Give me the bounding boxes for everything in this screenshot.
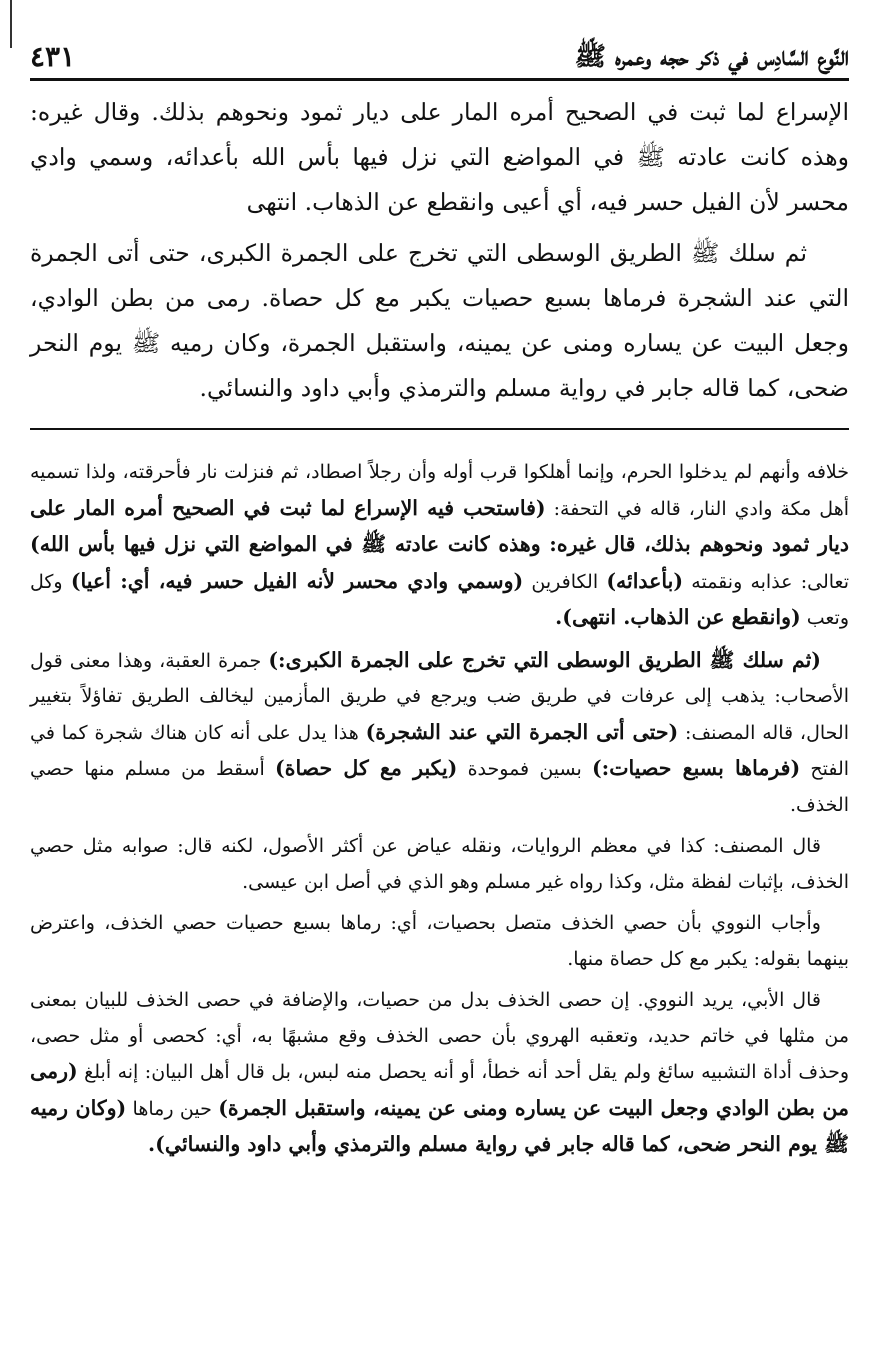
quoted-text: (يكبر مع كل حصاة) <box>275 756 458 780</box>
commentary-text: هذا يدل على أنه كان هناك شجرة كما في الفتح <box>30 721 850 780</box>
commentary-paragraph-4: وأجاب النووي بأن حصي الخذف متصل بحصيات، أي: رماها بسبع حصيات حصي الخذف، واعترض بينهما بقوله: يكبر مع كل حصاة منها. <box>30 912 849 970</box>
quoted-text: (فرماها بسبع حصيات:) <box>591 756 801 780</box>
commentary-paragraph-5 <box>30 983 849 1164</box>
footnote-divider <box>30 428 849 430</box>
commentary-text: جمرة العقبة، وهذا معنى قول الأصحاب: يذهب إلى عرفات في طريق ضب ويرجع في طريق المأزمين ليخالف الطريق تفاؤلاً بتغيير الحال، قاله المصنف: <box>30 649 849 744</box>
commentary-text: خلافه وأنهم لم يدخلوا الحرم، وإنما أهلكوا قرب أوله وأن رجلاً اصطاد، ثم فنزلت نار فأحرقته، ولذا تسميه أهل مكة وادي النار، قاله في التحفة: <box>30 461 849 520</box>
chapter-title: النَّوع السَّادِس في ذكر حجه وعمره ﷺ <box>574 42 849 72</box>
commentary-text: قال الأبي، يريد النووي. إن حصى الخذف بدل من حصيات، والإضافة في حصى الخذف للبيان بمعنى من مثلها في خاتم حديد، وتعقبه الهروي بأن حصى الخذف وقع مشبهًا به، أي: كحصى أو مثل حصى، وحذف أداة التشبيه سائغ ولم يقل أحد أنه خطأ، أو أنه يحصل منه لبس، بل قال أهل البيان: إنه أبلغ <box>30 989 849 1083</box>
main-text <box>30 90 849 417</box>
page-number: ٤٣١ <box>30 40 76 73</box>
quoted-text: (رمى من بطن الوادي وجعل البيت عن يساره ومنى عن يمينه، واستقبل الجمرة) <box>30 1059 849 1120</box>
running-header <box>30 26 849 81</box>
margin-rule <box>10 0 12 48</box>
commentary-text: وكل وتعب <box>30 570 849 629</box>
quoted-text: (وكان رميه ﷺ يوم النحر ضحى، كما قاله جابر في رواية مسلم والترمذي وأبي داود والنسائي). <box>30 1095 849 1156</box>
commentary-text: أسقط من مسلم منها حصي الخذف. <box>30 758 849 816</box>
commentary-text: الكافرين <box>523 570 607 593</box>
commentary-text: بسين فموحدة <box>457 758 592 780</box>
quoted-text: (وانقطع عن الذهاب. انتهى). <box>555 605 801 629</box>
main-paragraph-1: الإسراع لما ثبت في الصحيح أمره المار على ديار ثمود ونحوهم بذلك. وقال غيره: وهذه كانت عادته ﷺ في المواضع التي نزل فيها بأس الله بأعدائه، وسمي وادي محسر لأن الفيل حسر فيه، أي أعيى وانقطع عن الذهاب. انتهى <box>30 98 849 216</box>
main-paragraph-2: ثم سلك ﷺ الطريق الوسطى التي تخرج على الجمرة الكبرى، حتى أتى الجمرة التي عند الشجرة فرماها بسبع حصيات يكبر مع كل حصاة. رمى من بطن الوادي، وجعل البيت عن يساره ومنى عن يمينه، واستقبل الجمرة، وكان رميه ﷺ يوم النحر ضحى، كما قاله جابر في رواية مسلم والترمذي وأبي داود والنسائي. <box>30 239 849 402</box>
quoted-text: (بأعدائه) <box>606 568 684 593</box>
commentary-paragraph-3: قال المصنف: كذا في معظم الروايات، ونقله عياض عن أكثر الأصول، لكنه قال: صوابه مثل حصي الخذف، بإثبات لفظة مثل، وكذا رواه غير مسلم وهو الذي في أصل ابن عيسى. <box>30 835 849 893</box>
quoted-text: (وسمي وادي محسر لأنه الفيل حسر فيه، أي: أعيا) <box>70 568 524 593</box>
commentary <box>30 455 849 1170</box>
commentary-paragraph-1 <box>30 455 849 637</box>
quoted-text: (حتى أتى الجمرة التي عند الشجرة) <box>365 719 679 744</box>
commentary-text: تعالى: عذابه ونقمته <box>683 570 849 593</box>
quoted-text: (فاستحب فيه الإسراع لما ثبت في الصحيح أمره المار على ديار ثمود ونحوهم بذلك، قال غيره: وهذه كانت عادته ﷺ في المواضع التي نزل فيها بأس الله) <box>30 495 849 556</box>
commentary-text: حين رماها <box>126 1097 219 1120</box>
quoted-text: (ثم سلك ﷺ الطريق الوسطى التي تخرج على الجمرة الكبرى:) <box>268 647 821 672</box>
commentary-paragraph-2 <box>30 643 849 824</box>
